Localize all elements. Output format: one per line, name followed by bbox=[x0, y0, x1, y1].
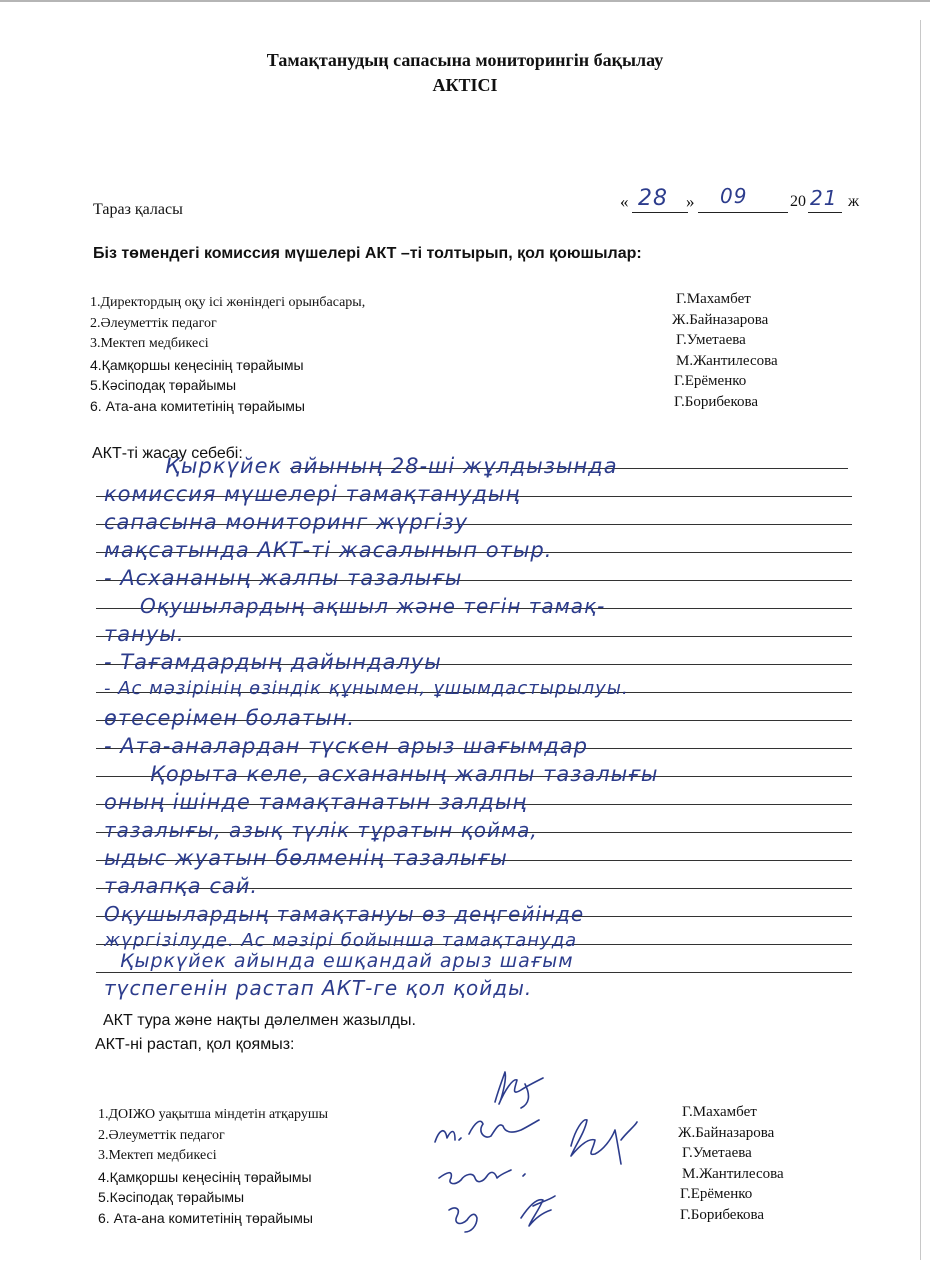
rule-line bbox=[96, 972, 852, 973]
handwritten-line: мақсатында АКТ-ті жасалынып отыр. bbox=[104, 538, 553, 562]
date-year-suffix: 21 bbox=[810, 186, 838, 210]
signature-mark bbox=[521, 1196, 555, 1226]
handwritten-line: оның ішінде тамақтанатын залдың bbox=[104, 790, 528, 814]
year-underline bbox=[808, 212, 842, 213]
handwritten-line: тазалығы, азық түлік тұратын қойма, bbox=[104, 818, 538, 842]
signer-name: Г.Махамбет bbox=[682, 1104, 757, 1120]
document-title: Тамақтанудың сапасына мониторингін бақылау bbox=[266, 50, 664, 70]
member-role: 5.Кәсіподақ төрайымы bbox=[90, 377, 237, 393]
member-name: Г.Борибекова bbox=[674, 393, 759, 410]
city-name: Тараз қаласы bbox=[93, 201, 183, 218]
rule-line bbox=[96, 636, 852, 637]
handwritten-line: Оқушылардың тамақтануы өз деңгейінде bbox=[104, 902, 585, 926]
member-role: 4.Қамқоршы кеңесінің төрайымы bbox=[90, 356, 304, 373]
handwritten-line: - Тағамдардың дайындалуы bbox=[104, 650, 442, 674]
date-month: 09 bbox=[720, 184, 748, 208]
signatures bbox=[425, 1060, 650, 1240]
member-name: Г.Махамбет bbox=[676, 291, 751, 307]
handwritten-line: - Ата-аналардан түскен арыз шағымдар bbox=[104, 734, 588, 758]
signer-role: 1.ДОІЖО уақытша міндетін атқарушы bbox=[98, 1107, 329, 1122]
handwritten-line: тануы. bbox=[104, 622, 185, 646]
handwritten-line: талапқа сай. bbox=[104, 874, 259, 898]
members-names bbox=[672, 289, 872, 412]
handwritten-line: Қорыта келе, асхананың жалпы тазалығы bbox=[150, 762, 659, 786]
signer-role: 3.Мектеп медбикесі bbox=[98, 1148, 217, 1163]
member-role: 6. Ата-ана комитетінің төрайымы bbox=[90, 397, 305, 414]
member-name: Г.Уметаева bbox=[676, 332, 746, 348]
members-roles bbox=[90, 293, 570, 416]
signature-mark bbox=[439, 1170, 525, 1184]
member-role: 3.Мектеп медбикесі bbox=[90, 336, 209, 351]
handwritten-line: жүргізілуде. Ас мәзірі бойынша тамақтануда bbox=[104, 930, 578, 951]
member-name: Г.Ерёменко bbox=[674, 373, 747, 389]
signers-names bbox=[678, 1102, 878, 1225]
member-name: Ж.Байназарова bbox=[672, 311, 769, 328]
handwritten-line: Оқушылардың ақшыл және тегін тамақ- bbox=[140, 594, 606, 618]
day-underline bbox=[632, 212, 688, 213]
confirmation-statement: АКТ-ні растап, қол қоямыз: bbox=[95, 1036, 295, 1053]
signature-mark bbox=[435, 1120, 539, 1142]
signer-name: Г.Уметаева bbox=[682, 1145, 752, 1161]
signer-role: 5.Кәсіподақ төрайымы bbox=[98, 1189, 245, 1205]
handwritten-line: - Ас мәзірінің өзіндік құнымен, ұшымдастырылуы. bbox=[104, 678, 629, 699]
date-year-prefix: 20 bbox=[790, 193, 806, 210]
member-role: 2.Әлеуметтік педагог bbox=[90, 315, 217, 331]
member-role: 1.Директордың оқу ісі жөніндегі орынбасары, bbox=[90, 295, 366, 310]
signer-role: 2.Әлеуметтік педагог bbox=[98, 1127, 225, 1143]
signer-name: М.Жантилесова bbox=[682, 1165, 784, 1182]
signature-mark bbox=[571, 1120, 637, 1164]
date-day: 28 bbox=[638, 186, 668, 211]
month-underline bbox=[698, 212, 788, 213]
scan-top-edge bbox=[0, 0, 930, 2]
signer-name: Г.Борибекова bbox=[680, 1206, 765, 1223]
date-year-unit: ж bbox=[848, 193, 860, 210]
handwritten-line: сапасына мониторинг жүргізу bbox=[104, 510, 469, 534]
date-field bbox=[620, 184, 865, 218]
scan-right-edge bbox=[920, 20, 921, 1260]
handwritten-line: өтесерімен болатын. bbox=[104, 706, 356, 730]
handwritten-line: түспегенін растап АКТ-ге қол қойды. bbox=[104, 976, 533, 1000]
date-open-quote: « bbox=[620, 192, 629, 211]
signer-role: 6. Ата-ана комитетінің төрайымы bbox=[98, 1209, 313, 1226]
signer-role: 4.Қамқоршы кеңесінің төрайымы bbox=[98, 1168, 312, 1185]
signature-mark bbox=[495, 1072, 543, 1108]
handwritten-line: Қыркүйек айында ешқандай арыз шағым bbox=[120, 950, 574, 972]
commission-intro: Біз төмендегі комиссия мүшелері АКТ –ті толтырып, қол қоюшылар: bbox=[93, 245, 642, 262]
signers-roles bbox=[98, 1105, 438, 1228]
document-subtitle: АКТІСІ bbox=[432, 75, 498, 95]
handwritten-line: - Асхананың жалпы тазалығы bbox=[104, 566, 463, 590]
date-close-quote: » bbox=[686, 192, 695, 211]
handwritten-line: Қыркүйек айының 28-ші жұлдызында bbox=[165, 454, 618, 478]
handwritten-line: ыдыс жуатын бөлменің тазалығы bbox=[104, 846, 508, 870]
signer-name: Г.Ерёменко bbox=[680, 1186, 753, 1202]
member-name: М.Жантилесова bbox=[676, 352, 778, 369]
reason-label: АКТ-ті жасау себебі: bbox=[92, 445, 243, 462]
signer-name: Ж.Байназарова bbox=[678, 1124, 775, 1141]
handwritten-line: комиссия мүшелері тамақтанудың bbox=[104, 482, 521, 506]
signature-mark bbox=[449, 1208, 477, 1232]
closing-statement: АКТ тура және нақты дәлелмен жазылды. bbox=[103, 1012, 416, 1029]
